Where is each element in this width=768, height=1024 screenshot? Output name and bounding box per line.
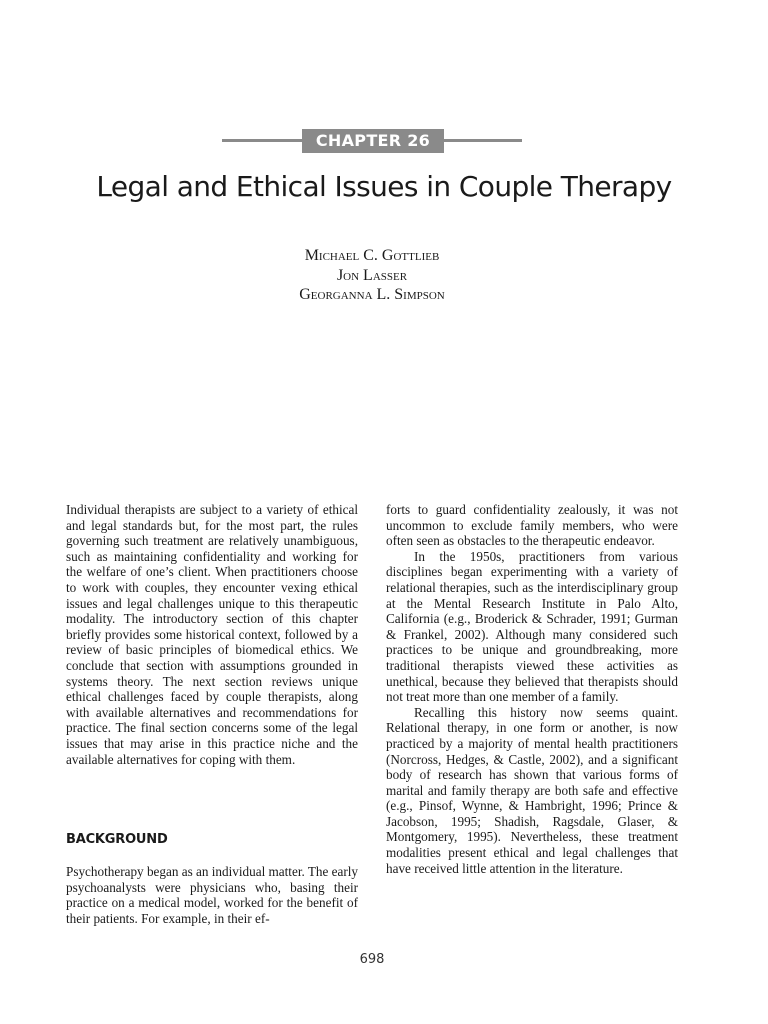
chapter-title: Legal and Ethical Issues in Couple Therapy <box>96 170 672 203</box>
chapter-rule-right <box>442 139 522 142</box>
body-paragraph: In the 1950s, practitioners from various disciplines began experimenting with a variety of relational therapies, such as the interdisciplinary group at the Mental Research Institute in Palo Alto, California (e.g., Broderick & Schrader, 1991; Gurman & Frankel, 2002). Although many considered such practices to be unique and groundbreaking, more traditional therapists viewed these activities as unethical, because they believed that therapists should not treat more than one member of a family. <box>386 548 678 705</box>
page-number: 698 <box>359 952 385 967</box>
left-column-background <box>66 864 358 926</box>
author-name: Jon Lasser <box>336 266 408 284</box>
chapter-banner <box>222 129 522 153</box>
chapter-rule-left <box>222 139 304 142</box>
right-column <box>386 502 678 876</box>
author-list <box>0 246 744 305</box>
body-paragraph: forts to guard confidentiality zealously, it was not uncommon to exclude family members, who were often seen as obstacles to the therapeutic endeavor. <box>386 502 678 549</box>
section-heading: BACKGROUND <box>66 832 168 847</box>
body-paragraph: Recalling this history now seems quaint. Relational therapy, in one form or another, is now practiced by a majority of mental health practitioners (Norcross, Hedges, & Castle, 2002), and a significant body of research has shown that various forms of marital and family therapy are both safe and effective (e.g., Pinsof, Wynne, & Hambright, 1996; Prince & Jacobson, 1995; Shadish, Ragsdale, Glaser, & Montgomery, 1995). Nevertheless, these treatment modalities present ethical and legal challenges that have received little attention in the literature. <box>386 704 678 876</box>
author-name: Michael C. Gottlieb <box>304 247 440 264</box>
left-column-intro <box>66 502 358 767</box>
intro-paragraph: Individual therapists are subject to a variety of ethical and legal standards but, for the most part, the rules governing such treatment are relatively unambiguous, such as maintaining confidentiality and working for the welfare of one’s client. When practitioners choose to work with couples, they encounter vexing ethical issues and legal challenges unique to this therapeutic modality. The introductory section of this chapter briefly provides some historical context, followed by a review of basic principles of biomedical ethics. We conclude that section with assumptions grounded in systems theory. The next section reviews unique ethical challenges faced by couple therapists, along with available alternatives and recommendations for practice. The final section concerns some of the legal issues that may arise in this practice niche and the available alternatives for coping with them. <box>66 502 358 767</box>
background-paragraph: Psychotherapy began as an individual matter. The early psychoanalysts were physicians who, basing their practice on a medical model, worked for the benefit of their patients. For example, in their ef- <box>66 864 358 926</box>
chapter-label: CHAPTER 26 <box>302 129 444 153</box>
author-name: Georganna L. Simpson <box>299 286 445 303</box>
